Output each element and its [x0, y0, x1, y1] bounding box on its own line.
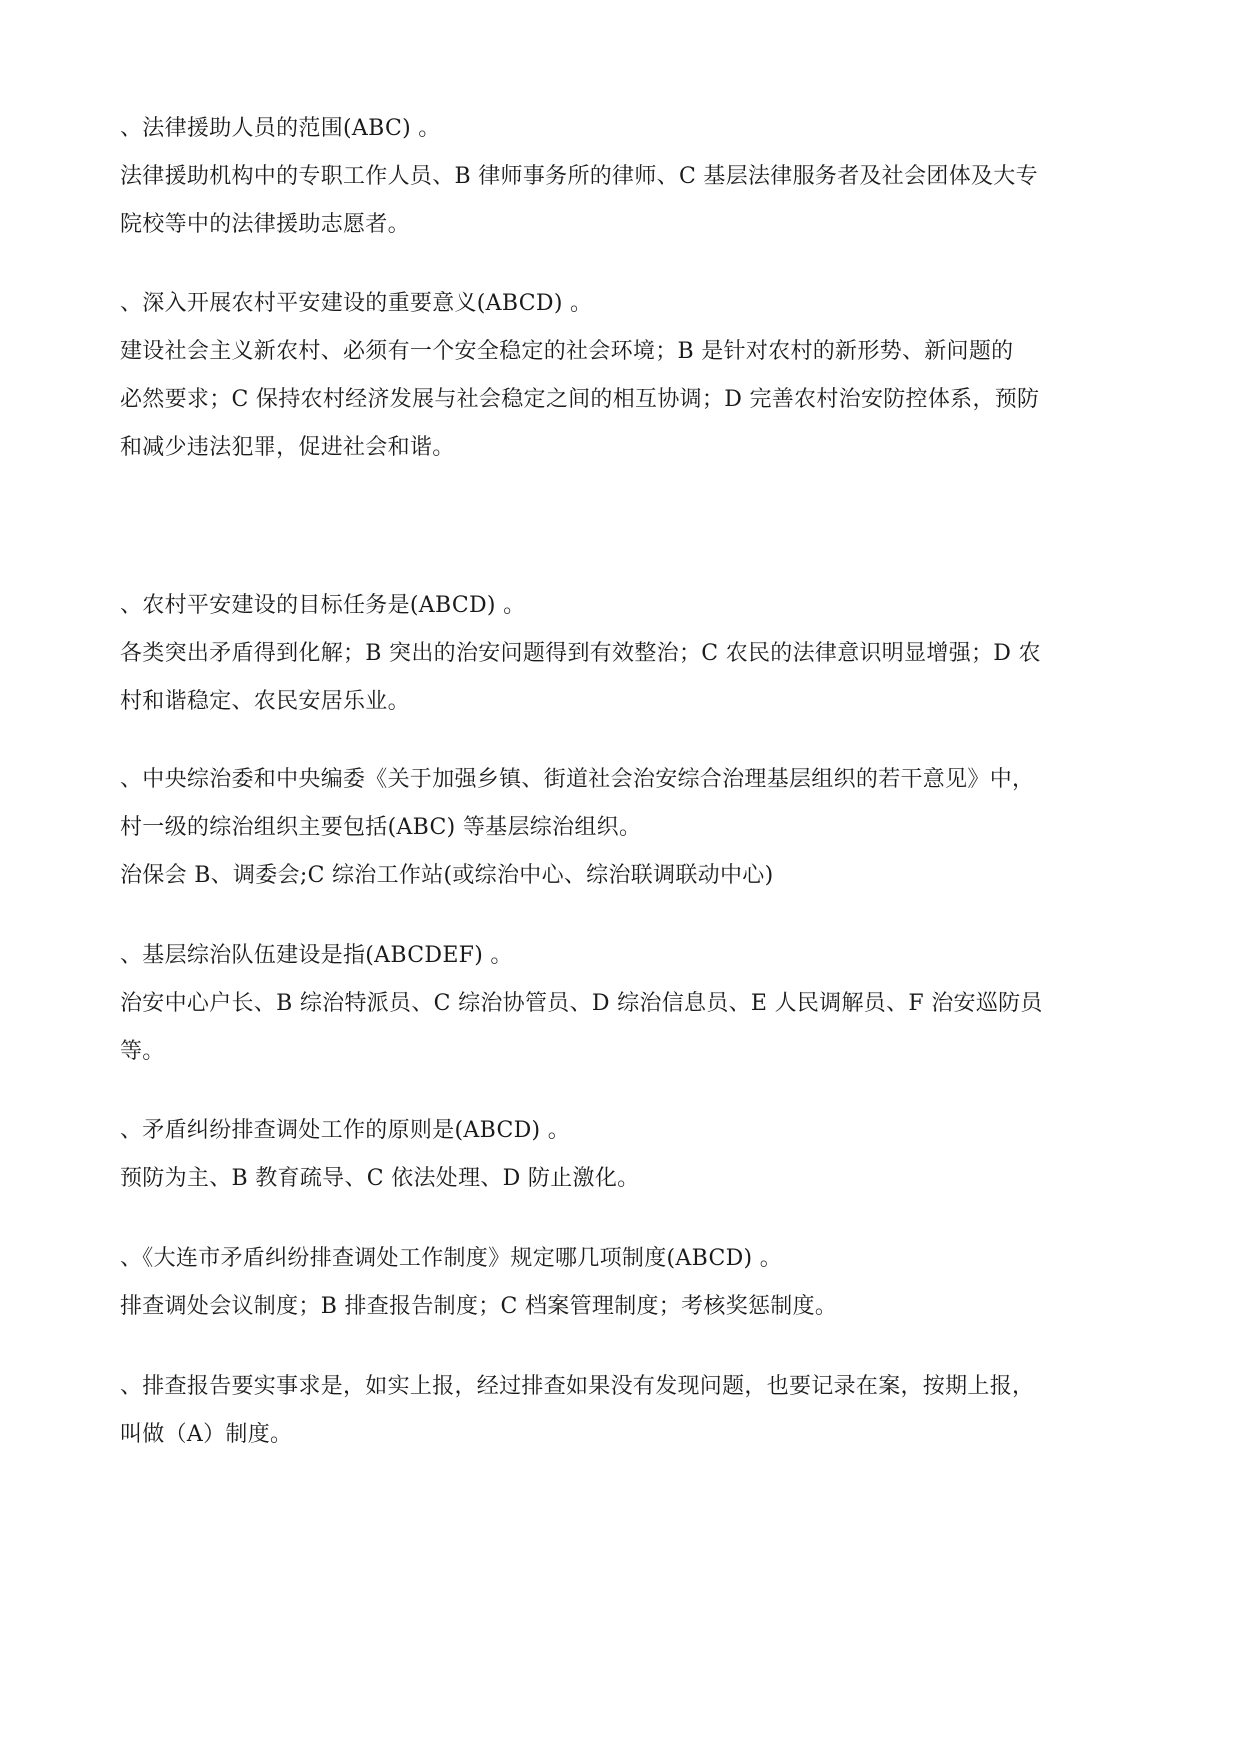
question-block: [120, 756, 1130, 900]
question-text: 、排查报告要实事求是，如实上报，经过排查如果没有发现问题，也要记录在案，按期上报，: [120, 1374, 1035, 1399]
question-text: 、中央综治委和中央编委《关于加强乡镇、街道社会治安综合治理基层组织的若干意见》中，: [120, 767, 1035, 792]
question-block: [120, 280, 1130, 472]
question-text: 、法律援助人员的范围(ABC) 。: [120, 116, 441, 141]
answer-text: 法律援助机构中的专职工作人员、B 律师事务所的律师、C 基层法律服务者及社会团体及大专: [120, 164, 1038, 189]
question-text: 叫做（A）制度。: [120, 1422, 293, 1447]
answer-text: 等。: [120, 1039, 165, 1064]
question-block: [120, 105, 1130, 249]
answer-text: 排查调处会议制度；B 排查报告制度；C 档案管理制度；考核奖惩制度。: [120, 1294, 838, 1319]
question-text: 、农村平安建设的目标任务是(ABCD) 。: [120, 593, 526, 618]
answer-text: 建设社会主义新农村、必须有一个安全稳定的社会环境；B 是针对农村的新形势、新问题的: [120, 339, 1014, 364]
question-text: 村一级的综治组织主要包括(ABC) 等基层综治组织。: [120, 815, 642, 840]
question-block: [120, 1235, 1130, 1331]
question-text: 、《大连市矛盾纠纷排查调处工作制度》规定哪几项制度(ABCD) 。: [120, 1246, 782, 1271]
answer-text: 村和谐稳定、农民安居乐业。: [120, 689, 410, 714]
question-text: 、矛盾纠纷排查调处工作的原则是(ABCD) 。: [120, 1118, 570, 1143]
answer-text: 治安中心户长、B 综治特派员、C 综治协管员、D 综治信息员、E 人民调解员、F 治安巡防员: [120, 991, 1043, 1016]
answer-text: 院校等中的法律援助志愿者。: [120, 212, 410, 237]
answer-text: 各类突出矛盾得到化解；B 突出的治安问题得到有效整治；C 农民的法律意识明显增强；D 农: [120, 641, 1041, 666]
question-block: [120, 932, 1130, 1076]
answer-text: 预防为主、B 教育疏导、C 依法处理、D 防止激化。: [120, 1166, 640, 1191]
question-text: 、深入开展农村平安建设的重要意义(ABCD) 。: [120, 291, 593, 316]
document-page: [120, 0, 1130, 1753]
question-block: [120, 582, 1130, 726]
answer-text: 治保会 B、调委会;C 综治工作站(或综治中心、综治联调联动中心): [120, 863, 774, 888]
question-block: [120, 1363, 1130, 1459]
question-text: 、基层综治队伍建设是指(ABCDEF) 。: [120, 943, 513, 968]
answer-text: 必然要求；C 保持农村经济发展与社会稳定之间的相互协调；D 完善农村治安防控体系，预防: [120, 387, 1040, 412]
question-block: [120, 1107, 1130, 1203]
answer-text: 和减少违法犯罪，促进社会和谐。: [120, 435, 455, 460]
